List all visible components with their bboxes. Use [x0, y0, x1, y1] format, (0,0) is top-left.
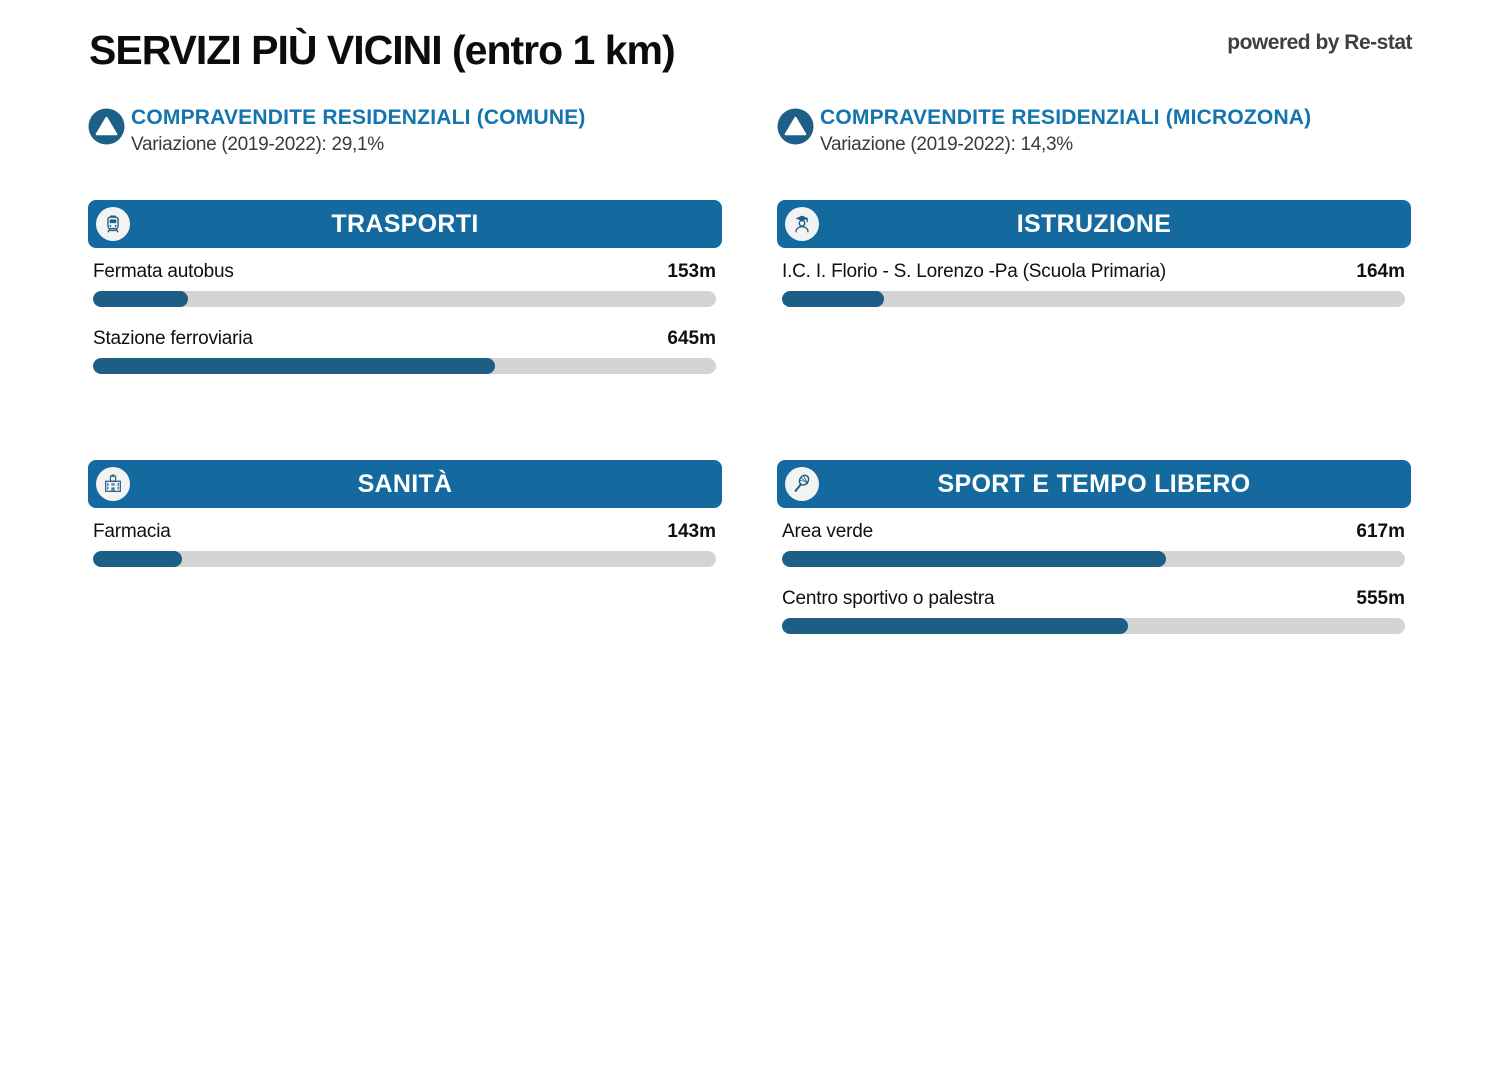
- service-label: I.C. I. Florio - S. Lorenzo -Pa (Scuola Primaria): [782, 261, 1167, 282]
- distance-bar-fill: [782, 291, 884, 307]
- service-item: [93, 521, 716, 567]
- distance-bar-track: [782, 618, 1405, 634]
- service-distance: 153m: [667, 261, 716, 282]
- card-istruzione: [777, 200, 1411, 307]
- distance-bar-fill: [93, 551, 182, 567]
- graduate-icon: [785, 207, 819, 241]
- stat-title: COMPRAVENDITE RESIDENZIALI (COMUNE): [131, 106, 586, 129]
- stat-variation: Variazione (2019-2022): 29,1%: [131, 134, 384, 155]
- service-label: Farmacia: [93, 521, 171, 542]
- trend-up-icon: [88, 108, 125, 145]
- card-header: [88, 460, 722, 508]
- stat-compravendite-comune: [88, 106, 722, 156]
- distance-bar-fill: [782, 618, 1128, 634]
- distance-bar-track: [93, 551, 716, 567]
- distance-bar-fill: [93, 358, 495, 374]
- service-distance: 555m: [1356, 588, 1405, 609]
- service-item: [93, 328, 716, 374]
- service-distance: 645m: [667, 328, 716, 349]
- service-distance: 143m: [667, 521, 716, 542]
- tennis-racket-icon: [785, 467, 819, 501]
- distance-bar-track: [93, 358, 716, 374]
- service-item: [782, 588, 1405, 634]
- hospital-icon: [96, 467, 130, 501]
- card-trasporti: [88, 200, 722, 374]
- train-icon: [96, 207, 130, 241]
- card-body: [777, 248, 1411, 307]
- stat-compravendite-microzona: [777, 106, 1411, 156]
- card-sport-tempo-libero: [777, 460, 1411, 634]
- service-item: [782, 521, 1405, 567]
- stat-variation: Variazione (2019-2022): 14,3%: [820, 134, 1073, 155]
- distance-bar-track: [782, 291, 1405, 307]
- trend-up-icon: [777, 108, 814, 145]
- card-title: SANITÀ: [357, 470, 453, 498]
- card-body: [88, 508, 722, 567]
- card-title: SPORT E TEMPO LIBERO: [937, 470, 1251, 498]
- service-label: Area verde: [782, 521, 873, 542]
- powered-by-label: powered by Re-stat: [1227, 31, 1412, 54]
- page-title: SERVIZI PIÙ VICINI (entro 1 km): [89, 27, 675, 73]
- card-header: [777, 200, 1411, 248]
- distance-bar-track: [782, 551, 1405, 567]
- service-label: Fermata autobus: [93, 261, 234, 282]
- card-title: TRASPORTI: [331, 210, 479, 238]
- stat-title: COMPRAVENDITE RESIDENZIALI (MICROZONA): [820, 106, 1312, 129]
- card-body: [777, 508, 1411, 634]
- distance-bar-fill: [782, 551, 1166, 567]
- card-sanita: [88, 460, 722, 567]
- distance-bar-fill: [93, 291, 188, 307]
- distance-bar-track: [93, 291, 716, 307]
- card-header: [88, 200, 722, 248]
- service-item: [93, 261, 716, 307]
- card-body: [88, 248, 722, 374]
- service-label: Centro sportivo o palestra: [782, 588, 995, 609]
- service-distance: 617m: [1356, 521, 1405, 542]
- service-label: Stazione ferroviaria: [93, 328, 253, 349]
- card-header: [777, 460, 1411, 508]
- card-title: ISTRUZIONE: [1016, 210, 1172, 238]
- service-item: [782, 261, 1405, 307]
- service-distance: 164m: [1356, 261, 1405, 282]
